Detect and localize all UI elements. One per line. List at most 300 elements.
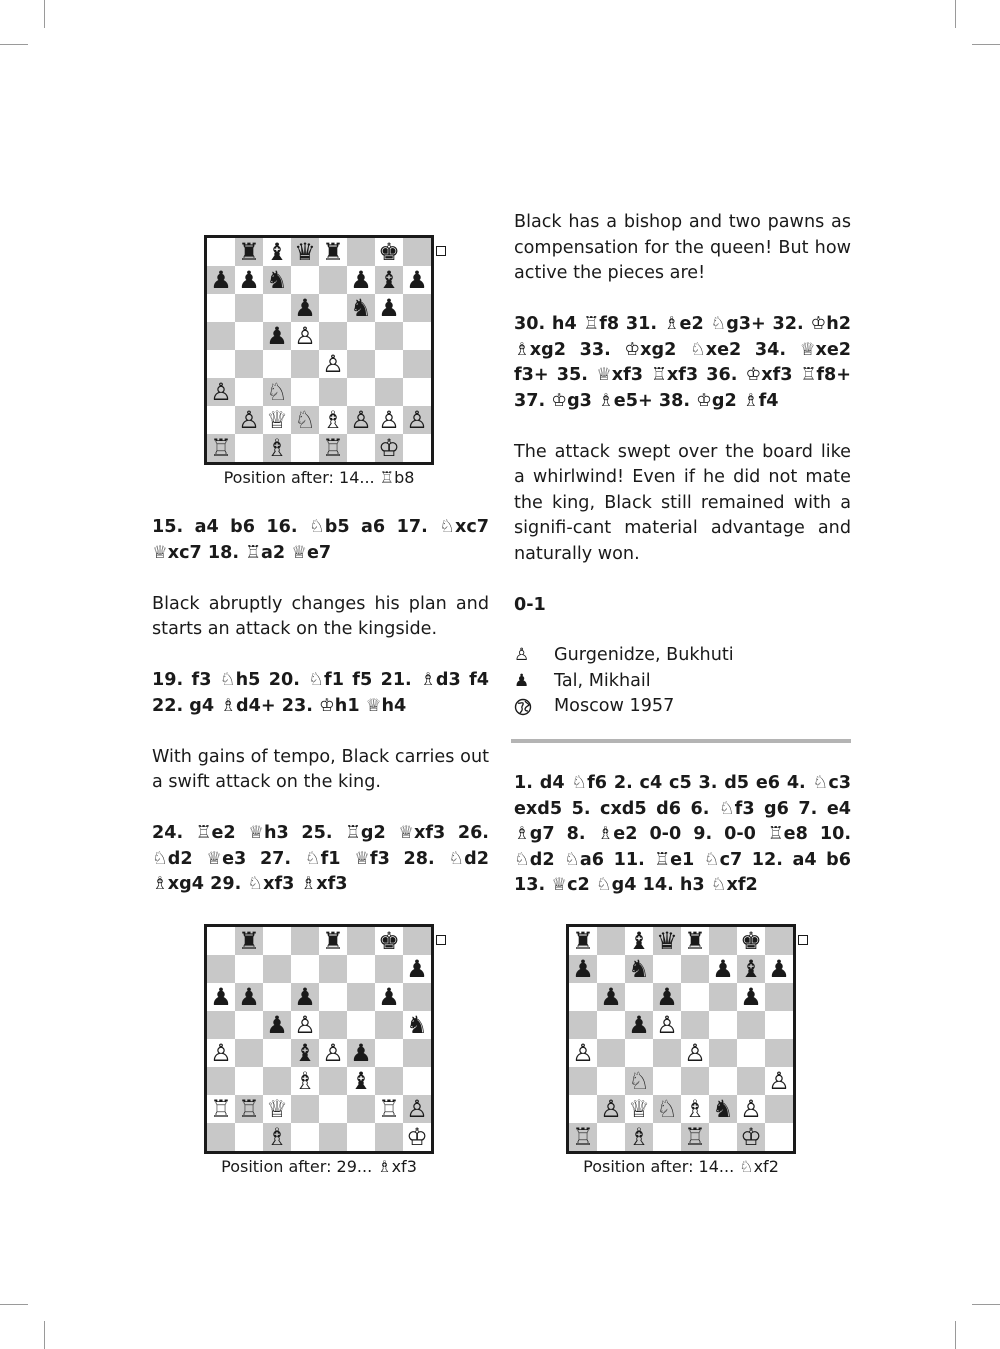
board-square bbox=[375, 266, 403, 294]
board-square bbox=[235, 927, 263, 955]
board-square bbox=[291, 378, 319, 406]
board-square bbox=[347, 294, 375, 322]
board-square bbox=[625, 1067, 653, 1095]
black-bishop-icon: ♝ bbox=[350, 1067, 372, 1095]
black-rook-icon: ♜ bbox=[572, 927, 594, 955]
side-to-move-icon bbox=[436, 246, 446, 256]
board-square bbox=[235, 983, 263, 1011]
board-square bbox=[597, 983, 625, 1011]
black-pawn-icon: ♟ bbox=[768, 955, 790, 983]
board-square bbox=[207, 1039, 235, 1067]
board-square bbox=[765, 1067, 793, 1095]
black-pawn-icon: ♟ bbox=[656, 983, 678, 1011]
game-result: 0-1 bbox=[514, 594, 546, 615]
black-pawn-icon: ♟ bbox=[740, 983, 762, 1011]
board-square bbox=[319, 1095, 347, 1123]
white-rook-icon: ♖ bbox=[210, 434, 232, 462]
white-pawn-icon: ♙ bbox=[322, 350, 344, 378]
board-square bbox=[597, 1123, 625, 1151]
board-square bbox=[597, 1011, 625, 1039]
board-square bbox=[263, 322, 291, 350]
black-knight-icon: ♞ bbox=[712, 1095, 734, 1123]
board-square bbox=[569, 1039, 597, 1067]
white-pawn-icon: ♙ bbox=[238, 406, 260, 434]
black-pawn-icon: ♟ bbox=[712, 955, 734, 983]
white-queen-icon: ♕ bbox=[266, 406, 288, 434]
board-square bbox=[375, 434, 403, 462]
board-square bbox=[403, 1067, 431, 1095]
board-square bbox=[263, 378, 291, 406]
board-square bbox=[263, 434, 291, 462]
board-square bbox=[347, 406, 375, 434]
board-square bbox=[375, 1095, 403, 1123]
board-square bbox=[291, 1039, 319, 1067]
board-square bbox=[207, 266, 235, 294]
board-square bbox=[737, 1039, 765, 1067]
white-rook-icon: ♖ bbox=[238, 1095, 260, 1123]
board-square bbox=[709, 927, 737, 955]
white-queen-icon: ♕ bbox=[266, 1095, 288, 1123]
board-square bbox=[235, 1095, 263, 1123]
black-pawn-icon: ♟ bbox=[294, 983, 316, 1011]
board-square bbox=[597, 955, 625, 983]
board-square bbox=[263, 1011, 291, 1039]
white-pawn-icon: ♙ bbox=[406, 406, 428, 434]
second-game bbox=[514, 771, 851, 924]
board-square bbox=[737, 1123, 765, 1151]
black-rook-icon: ♜ bbox=[684, 927, 706, 955]
black-rook-icon: ♜ bbox=[238, 927, 260, 955]
board-square bbox=[375, 378, 403, 406]
board-square bbox=[263, 1039, 291, 1067]
board-square bbox=[709, 1067, 737, 1095]
black-pawn-icon: ♟ bbox=[572, 955, 594, 983]
crop-mark bbox=[0, 44, 28, 45]
diagram-caption: Position after: 14... ♖b8 bbox=[223, 468, 415, 487]
board-square bbox=[235, 322, 263, 350]
white-pawn-icon: ♙ bbox=[656, 1011, 678, 1039]
board-square bbox=[375, 1067, 403, 1095]
board-square bbox=[375, 1011, 403, 1039]
white-pawn-icon: ♙ bbox=[740, 1095, 762, 1123]
board-square bbox=[319, 294, 347, 322]
white-rook-icon: ♖ bbox=[322, 434, 344, 462]
white-pawn-icon: ♙ bbox=[350, 406, 372, 434]
board-square bbox=[681, 1067, 709, 1095]
commentary-text: Black has a bishop and two pawns as compensation for the queen! But how active the pieces are! bbox=[514, 212, 851, 283]
board-square bbox=[207, 294, 235, 322]
event-row bbox=[514, 694, 734, 725]
board-square bbox=[709, 1011, 737, 1039]
board-square bbox=[375, 983, 403, 1011]
board-square bbox=[291, 1011, 319, 1039]
board-square bbox=[347, 378, 375, 406]
board-square bbox=[737, 1095, 765, 1123]
board-square bbox=[569, 927, 597, 955]
board-square bbox=[291, 350, 319, 378]
board-square bbox=[569, 955, 597, 983]
board-square bbox=[709, 1039, 737, 1067]
board-square bbox=[235, 350, 263, 378]
board-square bbox=[653, 1095, 681, 1123]
board-square bbox=[403, 350, 431, 378]
board-square bbox=[765, 1095, 793, 1123]
crop-mark bbox=[972, 1304, 1000, 1305]
board-square bbox=[319, 322, 347, 350]
board-square bbox=[291, 1123, 319, 1151]
board-square bbox=[207, 350, 235, 378]
black-queen-icon: ♛ bbox=[656, 927, 678, 955]
board-square bbox=[235, 955, 263, 983]
board-square bbox=[681, 1095, 709, 1123]
board-square bbox=[263, 927, 291, 955]
chess-board-diagram-1 bbox=[204, 235, 434, 465]
black-player-name: Tal, Mikhail bbox=[554, 670, 651, 691]
black-pawn-icon: ♟ bbox=[210, 983, 232, 1011]
board-square bbox=[375, 350, 403, 378]
right-column bbox=[514, 210, 851, 644]
white-rook-icon: ♖ bbox=[378, 1095, 400, 1123]
board-square bbox=[347, 266, 375, 294]
board-square bbox=[319, 927, 347, 955]
board-square bbox=[263, 294, 291, 322]
board-square bbox=[291, 322, 319, 350]
board-square bbox=[319, 350, 347, 378]
black-rook-icon: ♜ bbox=[238, 238, 260, 266]
board-square bbox=[263, 1123, 291, 1151]
board-square bbox=[291, 434, 319, 462]
board-square bbox=[403, 406, 431, 434]
board-square bbox=[235, 1039, 263, 1067]
board-square bbox=[681, 983, 709, 1011]
white-pawn-icon: ♙ bbox=[514, 645, 530, 665]
white-bishop-icon: ♗ bbox=[684, 1095, 706, 1123]
board-square bbox=[347, 1123, 375, 1151]
section-divider bbox=[511, 739, 851, 743]
board-square bbox=[319, 238, 347, 266]
black-bishop-icon: ♝ bbox=[378, 266, 400, 294]
board-square bbox=[653, 1011, 681, 1039]
board-square bbox=[207, 955, 235, 983]
white-player-row bbox=[514, 643, 734, 669]
board-square bbox=[625, 955, 653, 983]
side-to-move-icon bbox=[436, 935, 446, 945]
board-square bbox=[765, 1011, 793, 1039]
board-square bbox=[207, 927, 235, 955]
board-square bbox=[625, 1011, 653, 1039]
event-place: Moscow 1957 bbox=[554, 696, 675, 716]
crop-mark bbox=[955, 0, 956, 28]
white-pawn-icon: ♙ bbox=[378, 406, 400, 434]
board-square bbox=[737, 955, 765, 983]
black-bishop-icon: ♝ bbox=[294, 1039, 316, 1067]
crop-mark bbox=[44, 0, 45, 28]
board-square bbox=[765, 1039, 793, 1067]
board-square bbox=[597, 1039, 625, 1067]
board-square bbox=[347, 322, 375, 350]
board-square bbox=[263, 983, 291, 1011]
board-square bbox=[709, 983, 737, 1011]
board-square bbox=[653, 983, 681, 1011]
black-pawn-icon: ♟ bbox=[350, 1039, 372, 1067]
white-pawn-icon: ♙ bbox=[210, 378, 232, 406]
board-square bbox=[263, 955, 291, 983]
black-pawn-icon: ♟ bbox=[628, 1011, 650, 1039]
board-square bbox=[569, 1095, 597, 1123]
board-square bbox=[569, 983, 597, 1011]
black-pawn-icon: ♟ bbox=[406, 955, 428, 983]
white-pawn-icon: ♙ bbox=[600, 1095, 622, 1123]
black-pawn-icon: ♟ bbox=[378, 983, 400, 1011]
board-square bbox=[403, 238, 431, 266]
white-rook-icon: ♖ bbox=[210, 1095, 232, 1123]
board-square bbox=[319, 434, 347, 462]
black-pawn-icon: ♟ bbox=[514, 670, 530, 691]
globe-icon bbox=[514, 694, 554, 725]
board-square bbox=[709, 1123, 737, 1151]
black-king-icon: ♚ bbox=[378, 927, 400, 955]
diagram-caption: Position after: 14... ♘xf2 bbox=[583, 1157, 779, 1176]
board-square bbox=[737, 1067, 765, 1095]
board-square bbox=[263, 238, 291, 266]
white-pawn-icon: ♙ bbox=[322, 1039, 344, 1067]
board-square bbox=[681, 1011, 709, 1039]
black-pawn-icon: ♟ bbox=[266, 1011, 288, 1039]
board-square bbox=[347, 1011, 375, 1039]
white-bishop-icon: ♗ bbox=[294, 1067, 316, 1095]
board-square bbox=[235, 294, 263, 322]
move-text: 24. ♖e2 ♕h3 25. ♖g2 ♕xf3 26. ♘d2 ♕e3 27. ♘f1 ♕f3 28. ♘d2 ♗xg4 29. ♘xf3 ♗xf3 bbox=[152, 823, 489, 894]
board-square bbox=[263, 1095, 291, 1123]
black-bishop-icon: ♝ bbox=[266, 238, 288, 266]
board-square bbox=[403, 1095, 431, 1123]
board-square bbox=[569, 1123, 597, 1151]
black-king-icon: ♚ bbox=[740, 927, 762, 955]
board-square bbox=[235, 406, 263, 434]
white-bishop-icon: ♗ bbox=[266, 1123, 288, 1151]
board-square bbox=[737, 927, 765, 955]
crop-mark bbox=[955, 1321, 956, 1349]
board-square bbox=[319, 378, 347, 406]
white-bishop-icon: ♗ bbox=[266, 434, 288, 462]
board-square bbox=[375, 1123, 403, 1151]
move-text: 30. h4 ♖f8 31. ♗e2 ♘g3+ 32. ♔h2 ♗xg2 33. ♔xg2 ♘xe2 34. ♕xe2 f3+ 35. ♕xf3 ♖xf3 36. ♔xf3 ♖f8+ 37. ♔g3 ♗e5+ 38. ♔g2 ♗f4 bbox=[514, 314, 851, 411]
white-pawn-icon: ♙ bbox=[572, 1039, 594, 1067]
board-square bbox=[375, 322, 403, 350]
white-king-icon: ♔ bbox=[378, 434, 400, 462]
board-square bbox=[347, 1067, 375, 1095]
white-pawn-icon: ♙ bbox=[406, 1095, 428, 1123]
board-square bbox=[235, 1123, 263, 1151]
board-square bbox=[319, 1011, 347, 1039]
black-knight-icon: ♞ bbox=[266, 266, 288, 294]
board-square bbox=[625, 1095, 653, 1123]
white-knight-icon: ♘ bbox=[628, 1067, 650, 1095]
board-square bbox=[375, 238, 403, 266]
board-square bbox=[207, 322, 235, 350]
board-square bbox=[207, 406, 235, 434]
board-square bbox=[207, 238, 235, 266]
black-pawn-icon: ♟ bbox=[238, 266, 260, 294]
black-pawn-icon: ♟ bbox=[238, 983, 260, 1011]
board-square bbox=[347, 927, 375, 955]
white-pawn-icon: ♙ bbox=[294, 322, 316, 350]
board-square bbox=[347, 434, 375, 462]
white-king-icon: ♔ bbox=[740, 1123, 762, 1151]
board-square bbox=[653, 1067, 681, 1095]
black-knight-icon: ♞ bbox=[350, 294, 372, 322]
board-square bbox=[207, 378, 235, 406]
diagram-caption: Position after: 29... ♗xf3 bbox=[221, 1157, 417, 1176]
board-square bbox=[207, 1067, 235, 1095]
black-pawn-icon: ♟ bbox=[378, 294, 400, 322]
white-pawn-icon: ♙ bbox=[210, 1039, 232, 1067]
move-text: 15. a4 b6 16. ♘b5 a6 17. ♘xc7 ♕xc7 18. ♖a2 ♕e7 bbox=[152, 517, 489, 563]
board-square bbox=[291, 238, 319, 266]
board-square bbox=[569, 1067, 597, 1095]
board-square bbox=[235, 266, 263, 294]
board-square bbox=[737, 1011, 765, 1039]
board-square bbox=[765, 927, 793, 955]
board-square bbox=[319, 955, 347, 983]
board-square bbox=[235, 1011, 263, 1039]
board-square bbox=[319, 1039, 347, 1067]
game-info bbox=[514, 643, 734, 725]
crop-mark bbox=[44, 1321, 45, 1349]
board-square bbox=[375, 1039, 403, 1067]
left-column bbox=[152, 515, 489, 923]
move-text: 1. d4 ♘f6 2. c4 c5 3. d5 e6 4. ♘c3 exd5 5. cxd5 d6 6. ♘f3 g6 7. e4 ♗g7 8. ♗e2 0-0 9. 0-0 ♖e8 10. ♘d2 ♘a6 11. ♖e1 ♘c7 12. a4 b6 13. ♕c2 ♘g4 14. h3 ♘xf2 bbox=[514, 773, 851, 895]
black-pawn-icon: ♟ bbox=[600, 983, 622, 1011]
board-square bbox=[291, 955, 319, 983]
side-to-move-icon bbox=[798, 935, 808, 945]
board-square bbox=[319, 983, 347, 1011]
board-square bbox=[207, 1095, 235, 1123]
board-square bbox=[403, 927, 431, 955]
white-knight-icon: ♘ bbox=[294, 406, 316, 434]
commentary-text: The attack swept over the board like a whirlwind! Even if he did not mate the king, Black still remained with a signifi-cant material advantage and naturally won. bbox=[514, 441, 851, 564]
board-square bbox=[597, 1067, 625, 1095]
black-rook-icon: ♜ bbox=[322, 238, 344, 266]
board-square bbox=[403, 955, 431, 983]
black-knight-icon: ♞ bbox=[406, 1011, 428, 1039]
board-square bbox=[319, 266, 347, 294]
black-knight-icon: ♞ bbox=[628, 955, 650, 983]
black-player-row bbox=[514, 669, 734, 695]
board-square bbox=[681, 927, 709, 955]
board-square bbox=[347, 350, 375, 378]
board-square bbox=[709, 1095, 737, 1123]
board-square bbox=[403, 322, 431, 350]
board-square bbox=[625, 983, 653, 1011]
black-rook-icon: ♜ bbox=[322, 927, 344, 955]
white-knight-icon: ♘ bbox=[656, 1095, 678, 1123]
white-bishop-icon: ♗ bbox=[322, 406, 344, 434]
board-square bbox=[263, 1067, 291, 1095]
chess-board-diagram-3 bbox=[566, 924, 796, 1154]
board-square bbox=[375, 955, 403, 983]
board-square bbox=[207, 1011, 235, 1039]
board-square bbox=[291, 1067, 319, 1095]
black-pawn-icon: ♟ bbox=[210, 266, 232, 294]
white-queen-icon: ♕ bbox=[628, 1095, 650, 1123]
board-square bbox=[319, 1067, 347, 1095]
crop-mark bbox=[972, 44, 1000, 45]
board-square bbox=[653, 955, 681, 983]
board-square bbox=[403, 1039, 431, 1067]
white-pawn-icon: ♙ bbox=[684, 1039, 706, 1067]
board-square bbox=[347, 238, 375, 266]
white-rook-icon: ♖ bbox=[572, 1123, 594, 1151]
board-square bbox=[765, 983, 793, 1011]
board-square bbox=[653, 927, 681, 955]
white-player-name: Gurgenidze, Bukhuti bbox=[554, 645, 734, 665]
board-square bbox=[263, 266, 291, 294]
board-square bbox=[291, 983, 319, 1011]
black-pawn-icon: ♟ bbox=[406, 266, 428, 294]
board-square bbox=[263, 350, 291, 378]
board-square bbox=[569, 1011, 597, 1039]
white-rook-icon: ♖ bbox=[684, 1123, 706, 1151]
black-bishop-icon: ♝ bbox=[628, 927, 650, 955]
board-square bbox=[291, 266, 319, 294]
white-bishop-icon: ♗ bbox=[628, 1123, 650, 1151]
board-square bbox=[709, 955, 737, 983]
board-square bbox=[375, 294, 403, 322]
board-square bbox=[235, 1067, 263, 1095]
board-square bbox=[737, 983, 765, 1011]
board-square bbox=[319, 406, 347, 434]
move-text: 19. f3 ♘h5 20. ♘f1 f5 21. ♗d3 f4 22. g4 ♗d4+ 23. ♔h1 ♕h4 bbox=[152, 670, 489, 716]
board-square bbox=[625, 1123, 653, 1151]
board-square bbox=[403, 266, 431, 294]
board-square bbox=[347, 983, 375, 1011]
board-square bbox=[291, 927, 319, 955]
black-king-icon: ♚ bbox=[378, 238, 400, 266]
board-square bbox=[347, 955, 375, 983]
white-pawn-icon: ♙ bbox=[294, 1011, 316, 1039]
black-pawn-icon: ♟ bbox=[266, 322, 288, 350]
board-square bbox=[347, 1039, 375, 1067]
board-square bbox=[403, 983, 431, 1011]
board-square bbox=[653, 1123, 681, 1151]
board-square bbox=[597, 927, 625, 955]
white-king-icon: ♔ bbox=[406, 1123, 428, 1151]
board-square bbox=[653, 1039, 681, 1067]
board-square bbox=[765, 1123, 793, 1151]
board-square bbox=[403, 1011, 431, 1039]
board-square bbox=[235, 378, 263, 406]
black-queen-icon: ♛ bbox=[294, 238, 316, 266]
black-pawn-icon: ♟ bbox=[350, 266, 372, 294]
board-square bbox=[681, 1123, 709, 1151]
board-square bbox=[765, 955, 793, 983]
board-square bbox=[403, 1123, 431, 1151]
board-square bbox=[403, 378, 431, 406]
board-square bbox=[681, 1039, 709, 1067]
black-bishop-icon: ♝ bbox=[740, 955, 762, 983]
board-square bbox=[291, 1095, 319, 1123]
commentary-text: With gains of tempo, Black carries out a swift attack on the king. bbox=[152, 746, 489, 792]
board-square bbox=[347, 1095, 375, 1123]
board-square bbox=[263, 406, 291, 434]
board-square bbox=[375, 927, 403, 955]
board-square bbox=[291, 294, 319, 322]
board-square bbox=[597, 1095, 625, 1123]
white-pawn-icon: ♙ bbox=[768, 1067, 790, 1095]
board-square bbox=[291, 406, 319, 434]
white-knight-icon: ♘ bbox=[266, 378, 288, 406]
